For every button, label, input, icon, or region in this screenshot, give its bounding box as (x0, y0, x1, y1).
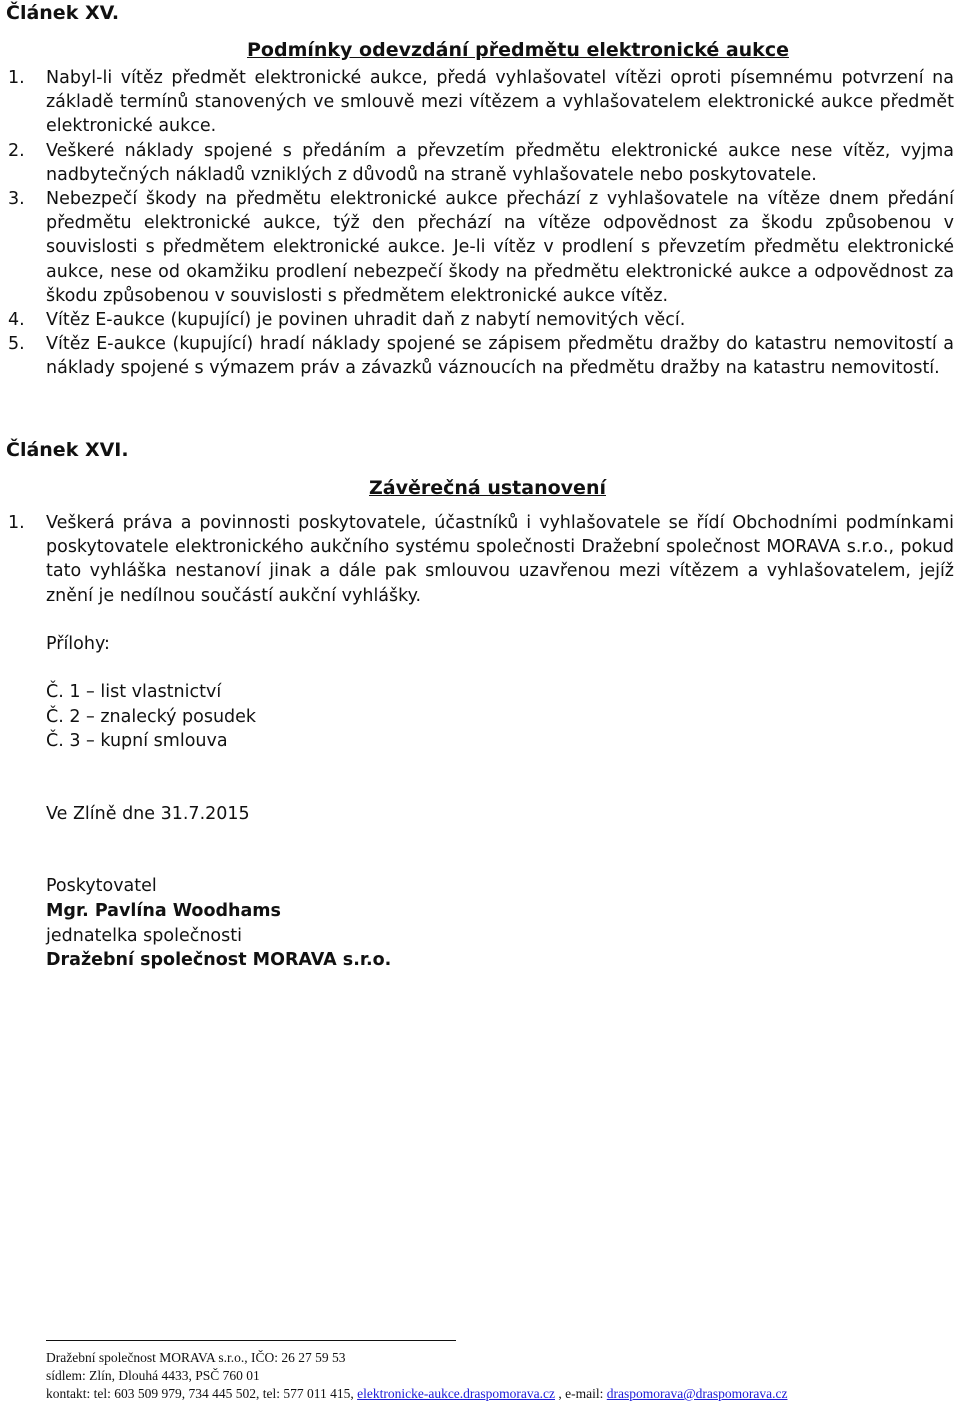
attachment-item: Č. 3 – kupní smlouva (46, 731, 228, 751)
article-15-item-2 (0, 139, 960, 187)
item-number: 5. (8, 334, 25, 355)
item-number: 4. (8, 310, 25, 331)
signatory-company: Dražební společnost MORAVA s.r.o. (46, 950, 392, 970)
attachments-label: Přílohy: (46, 634, 110, 654)
email-link[interactable]: draspomorava@draspomorava.cz (606, 1386, 788, 1401)
item-text: Vítěz E-aukce (kupující) je povinen uhradit daň z nabytí nemovitých věcí. (46, 310, 686, 331)
item-number: 1. (8, 68, 25, 88)
article-16-item-1 (0, 511, 960, 608)
attachment-item: Č. 2 – znalecký posudek (46, 707, 257, 727)
attachment-item: Č. 1 – list vlastnictví (46, 682, 222, 702)
place-and-date: Ve Zlíně dne 31.7.2015 (46, 804, 250, 824)
signatory-name: Mgr. Pavlína Woodhams (46, 901, 281, 921)
website-link[interactable]: elektronicke-aukce.draspomorava.cz (357, 1386, 556, 1401)
item-text: Nabyl-li vítěz předmět elektronické aukce, předá vyhlašovatel vítězi oproti písemnému potvrzení na základě termínů stanovených ve smlouvě mezi vítězem a vyhlašovatelem elektronické aukce předmět elektronické aukce. (46, 68, 954, 137)
footer-email-label: , e-mail: (555, 1386, 607, 1401)
signatory-position: jednatelka společnosti (46, 926, 242, 946)
item-number: 3. (8, 189, 25, 210)
footer-company-line: Dražební společnost MORAVA s.r.o., IČO: 26 27 59 53 (46, 1350, 346, 1365)
footer-contact-line (46, 1387, 787, 1401)
article-15-item-5 (0, 332, 960, 380)
item-number: 1. (8, 513, 25, 533)
article-15-item-3 (0, 187, 960, 308)
article-15-list (0, 66, 960, 381)
footer-address-line: sídlem: Zlín, Dlouhá 4433, PSČ 760 01 (46, 1368, 260, 1383)
article-16-heading: Článek XVI. (6, 439, 129, 461)
article-15-item-1 (0, 66, 960, 139)
item-text: Veškeré náklady spojené s předáním a převzetím předmětu elektronické aukce nese vítěz, vyjma nadbytečných nákladů vzniklých z důvodů na straně vyhlašovatele nebo poskytovatele. (46, 140, 954, 185)
article-16-subheading: Závěrečná ustanovení (369, 477, 606, 499)
article-15-subheading: Podmínky odevzdání předmětu elektronické aukce (247, 39, 789, 61)
article-15-heading: Článek XV. (6, 2, 120, 24)
footer-divider (46, 1340, 456, 1341)
item-number: 2. (8, 140, 25, 161)
signatory-role: Poskytovatel (46, 876, 157, 896)
footer-contact-text: kontakt: tel: 603 509 979, 734 445 502, tel: 577 011 415, (46, 1386, 358, 1401)
item-text: Vítěz E-aukce (kupující) hradí náklady spojené se zápisem předmětu dražby do katastru nemovitostí a náklady spojené s výmazem práv a závazků váznoucích na předmětu dražby na katastru nemovitostí. (46, 334, 954, 379)
article-16-list (0, 511, 960, 608)
article-15-item-4 (0, 308, 960, 332)
item-text: Veškerá práva a povinnosti poskytovatele, účastníků i vyhlašovatele se řídí Obchodními podmínkami poskytovatele elektronického aukčního systému společnosti Dražební společnost MORAVA s.r.o., pokud tato vyhláška nestanoví jinak a dále pak smlouvou uzavřenou mezi vítězem a vyhlašovatelem, jejíž znění je nedílnou součástí aukční vyhlášky. (46, 513, 954, 606)
item-text: Nebezpečí škody na předmětu elektronické aukce přechází z vyhlašovatele na vítěze dnem předání předmětu elektronické aukce, týž den přechází na vítěze odpovědnost za škodu způsobenou v souvislosti s předmětem elektronické aukce. Je-li vítěz v prodlení s převzetím předmětu elektronické aukce, nese od okamžiku prodlení nebezpečí škody na předmětu elektronické aukce a odpovědnost za škodu způsobenou v souvislosti s předmětem elektronické aukce vítěz. (46, 189, 954, 306)
